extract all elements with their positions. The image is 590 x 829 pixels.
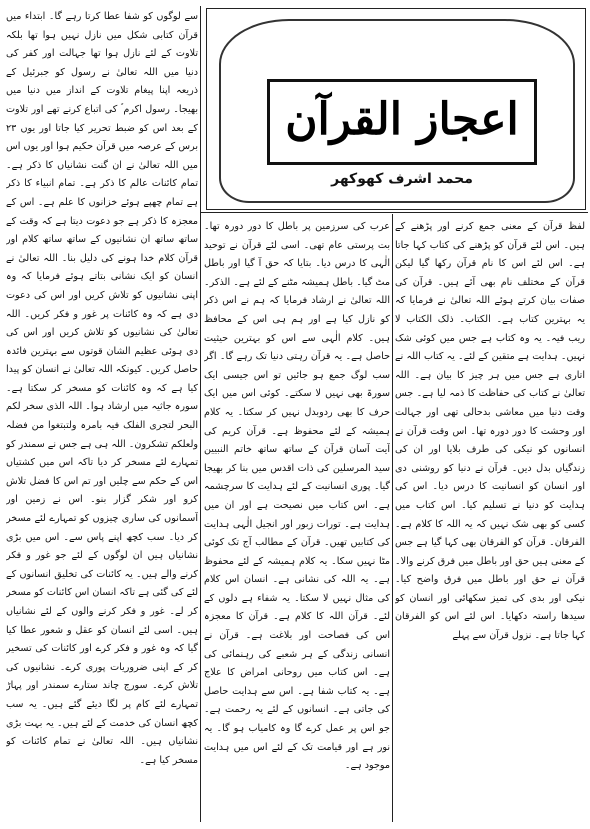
paragraph: سے لوگوں کو شفا عطا کرتا رہے گا۔ ابتداء میں قرآن کتابی شکل میں نازل نہیں ہوا تھا بلکہ تلاوت کے لئے نازل ہوا تھا جہالت اور کفر کی دنیا میں اللہ تعالیٰ نے رسول کو جبرئیل کے ذریعہ اپنا پیغام تلاوت کے انداز میں دنیا میں بھیجا۔ رسول اکرم ؐ کی اتباع کرنے تھے اور تلاوت کے بعد اس کو ضبط تحریر کیا جاتا اور یوں ۲۳ برس کے عرصہ میں قرآن حکیم ہوا اور یوں اس میں اللہ تعالیٰ نے ان گنت نشانیاں کا ذکر ہے۔ تمام کائنات عالم کا ذکر ہے۔ تمام انبیاء کا ذکر ہے تمام چھپے ہوئے خزانوں کا علم ہے۔ اس کے معجزہ کا ذکر ہے جو دعوت دیتا ہے کہ وقت کے ساتھ ساتھ ان نشانیوں کے ساتھ ساتھ کلام اور قرآن کلام خدا ہونے کی دلیل بنا۔ اللہ تعالیٰ نے انسان کو ایک نشانی بتاتے ہوئے فرمایا کہ وہ اپنی نشانیوں کو تلاش کریں اور اس کی دعوت دی ہے کہ وہ کائنات پر غور و فکر کریں۔ اللہ تعالیٰ کی نشانیوں کو تلاش کریں اور اس کی دی ہوئی عظیم الشان قوتوں سے بہترین فائدہ حاصل کریں۔ کیونکہ اللہ تعالیٰ نے انسان کو پیدا کیا ہے کہ وہ کائنات کو مسخر کر سکتا ہے۔ سورہ جاثیہ میں ارشاد ہوا۔ اللہ الذی سخر لکم البحر لتجری الفلک فیہ بامرہ ولتبتغوا من فضلہ ولعلکم تشکرون۔ اللہ ہی ہے جس نے سمندر کو تمہارے لئے مسخر کر دیا تاکہ اس میں کشتیاں اس کے حکم سے چلیں اور تم اس کا فضل تلاش کرو اور شکر گزار بنو۔ اس نے زمین اور آسمانوں کی ساری چیزوں کو تمہارے لئے مسخر کر دیا۔ سب کچھ اپنے پاس سے۔ اس میں بڑی نشانیاں ہیں ان لوگوں کے لئے جو غور و فکر کرنے والے ہیں۔ یہ کائنات کی تخلیق انسانوں کے لئے کی گئی ہے تاکہ انسان اس کائنات کو مسخر کر لے۔ غور و فکر کرنے والوں کے لئے نشانیاں ہیں۔ اسی لئے انسان کو عقل و شعور عطا کیا گیا کہ وہ غور و فکر کرے اور کائنات کی تسخیر کر کے اپنی ضروریات پوری کرے۔ نشانیوں کی تلاش کرے۔ سورج چاند ستارے سمندر اور پہاڑ تمہارے لئے کام پر لگا دیئے گئے ہیں۔ یہ سب کچھ انسان کی خدمت کے لئے ہیں۔ یہ بہت بڑی نشانیاں ہیں۔ اللہ تعالیٰ نے تمام کائنات کو مسخر کیا ہے۔ [6,11,198,766]
paragraph: عرب کی سرزمین پر باطل کا دور دورہ تھا۔ بت پرستی عام تھی۔ اسی لئے قرآن نے توحید الٰہی کا درس دیا۔ بتایا کہ حق آ گیا اور باطل مٹ گیا۔ باطل ہمیشہ مٹنے کے لئے ہے۔ الذکر۔ اللہ تعالیٰ نے ارشاد فرمایا کہ ہم نے اس ذکر کو نازل کیا ہے اور ہم ہی اس کے محافظ ہیں۔ کلام الٰہی سے اس کو بہترین حیثیت حاصل ہے۔ یہ قرآن رہتی دنیا تک رہے گا۔ اگر سب لوگ جمع ہو جائیں تو اس جیسی ایک سورۃ بھی نہیں لا سکتے۔ کوئی اس میں ایک حرف کا بھی ردوبدل نہیں کر سکتا۔ یہ کلام ہمیشہ کے لئے محفوظ ہے۔ قرآن کریم کی آیت آسان قرآن کے ساتھ ساتھ خاتم النبیین سید المرسلین کی ذات اقدس میں بنا کر بھیجا گیا۔ پوری انسانیت کے لئے ہدایت کا سرچشمہ ہے۔ اس کتاب میں نصیحت ہے اور ان میں ہدایت ہے۔ تورات زبور اور انجیل الٰہی ہدایت کی کتابیں تھیں۔ قرآن کے مطالب آج تک کوئی مٹا نہیں سکا۔ یہ کلام ہمیشہ کے لئے محفوظ ہے۔ یہ اللہ کی نشانی ہے۔ انسان اس کلام کی مثال نہیں لا سکتا۔ یہ شفاء ہے دلوں کے لئے۔ قرآن اللہ کا کلام ہے۔ قرآن کا معجزہ اس کی فصاحت اور بلاغت ہے۔ قرآن نے انسانی زندگی کے ہر شعبے کی رہنمائی کی ہے۔ اس کتاب میں روحانی امراض کا علاج ہے۔ یہ کتاب شفا ہے۔ اس سے ہدایت حاصل کی جاتی ہے۔ انسانوں کے لئے یہ رحمت ہے۔ جو اس پر عمل کرے گا وہ کامیاب ہو گا۔ یہ نور ہے اور قیامت تک کے لئے اس میں ہدایت موجود ہے۔ [204,221,390,772]
text-column-right [395,218,585,818]
paragraph: لفظ قرآن کے معنی جمع کرنے اور پڑھنے کے ہیں۔ اس لئے قرآن کو پڑھنے کی کتاب کہا جاتا ہے۔ اس لئے اس کا نام قرآن رکھا گیا لیکن قرآن کے مختلف نام بھی آئے ہیں۔ قرآن کی صفات بیان کرتے ہوئے اللہ تعالیٰ نے فرمایا کہ یہ بہترین کتاب ہے۔ الکتاب۔ ذلک الکتاب لا ریب فیہ۔ یہ وہ کتاب ہے جس میں کوئی شک نہیں۔ ہدایت ہے متقین کے لئے۔ یہ کتاب اللہ نے اتاری ہے جس میں ہر چیز کا بیان ہے۔ اللہ تعالیٰ نے کتاب کی حفاظت کا ذمہ لیا ہے۔ جس وقت دنیا میں معاشی بدحالی تھی اور جہالت اور وحشت کا دور دورہ تھا۔ اس وقت قرآن نے انسانوں کو نیکی کی طرف بلایا اور ان کی زندگیاں بدل دیں۔ قرآن نے دنیا کو روشنی دی اور انسان کو انسانیت کا درس دیا۔ اس کی ہدایت کو دنیا نے تسلیم کیا۔ اس کتاب میں کسی کو بھی شک نہیں کہ یہ اللہ کا کلام ہے۔ الفرقان۔ قرآن کو الفرقان بھی کہا گیا ہے جس کے معنی ہیں حق اور باطل میں فرق کرنے والا۔ قرآن نے حق اور باطل میں فرق واضح کیا۔ نیکی اور بدی کی تمیز سکھائی اور انسان کو سیدھا راستہ دکھایا۔ اس لئے اس کو الفرقان کہا جاتا ہے۔ نزول قرآن سے پہلے [395,221,585,642]
column-divider [200,6,201,822]
article-author: محمد اشرف کھوکھر [331,171,473,187]
title-box [267,79,537,165]
header-divider [200,212,588,213]
column-divider [392,214,393,822]
text-column-left [6,8,198,818]
article-title: اعجاز القرآن [285,94,519,145]
title-header [206,8,586,210]
text-column-middle [204,218,390,818]
